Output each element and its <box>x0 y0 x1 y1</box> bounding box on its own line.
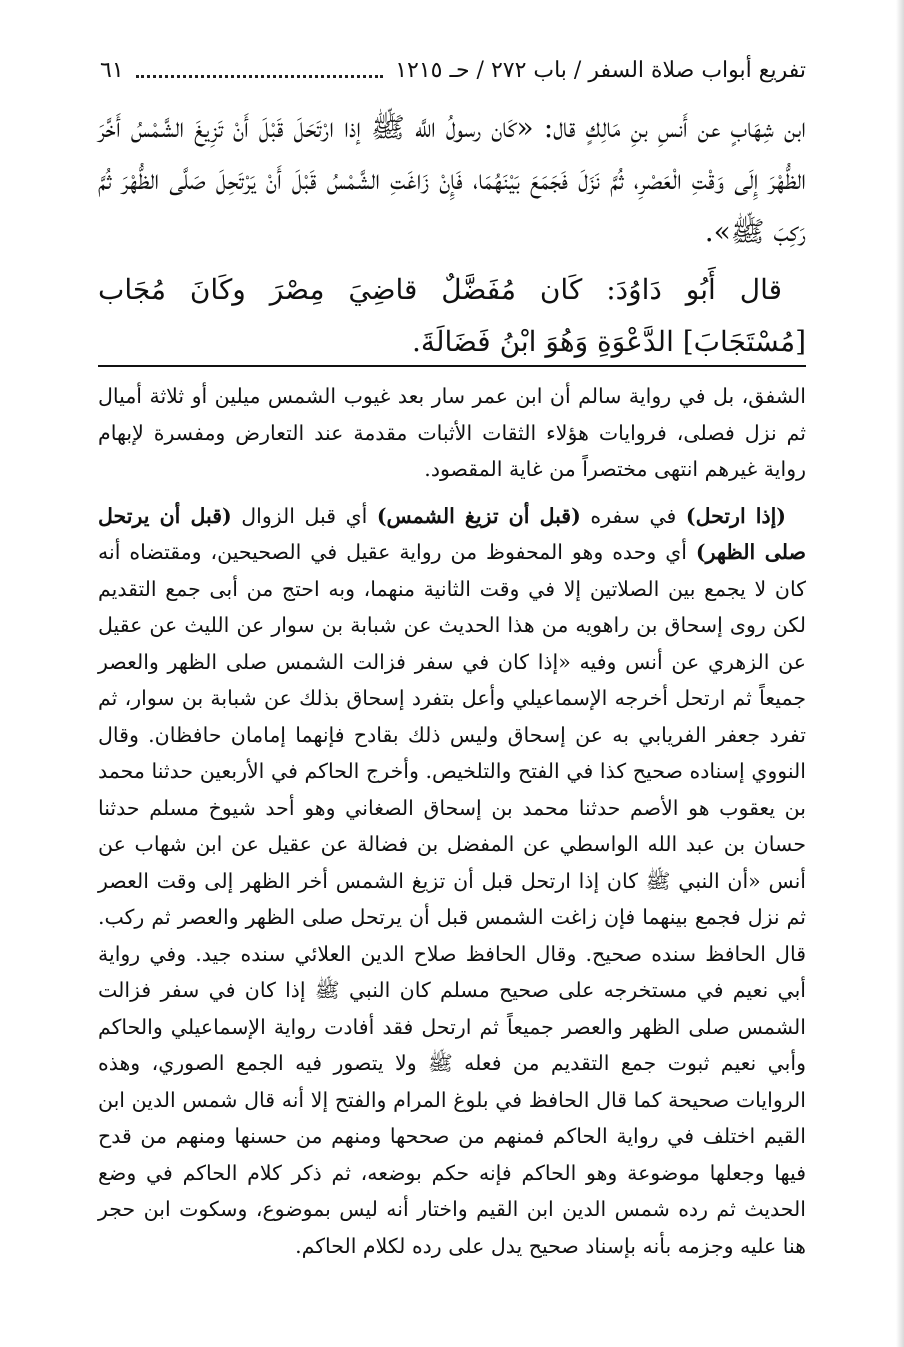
commentary-paragraph-2 <box>98 498 806 1265</box>
page-number: ٦١ <box>100 57 124 83</box>
running-header <box>100 50 806 90</box>
header-title: تفريع أبواب صلاة السفر / باب ٢٧٢ / حـ ١٢١٥ <box>395 57 806 83</box>
abu-dawud-comment: قال أَبُو دَاوُدَ: كَان مُفَضَّلٌ قاضِيَ مِصْرَ وكَانَ مُجَاب [مُسْتَجَابَ] الدَّعْوَةِ وَهُوَ ابْنُ فَضَالَةَ. <box>98 273 806 358</box>
header-dotted-leader <box>136 75 384 78</box>
keyword-qabla-an-yartahil: (قبل أن يرتحل صلى الظهر) <box>98 503 806 564</box>
commentary-paragraph-1: الشفق، بل في رواية سالم أن ابن عمر سار بعد غيوب الشمس ميلين أو ثلاثة أميال ثم نزل فصلى، فروايات هؤلاء الثقات الأثبات مقدمة عند التعارض ومفسرة لإبهام رواية غيرهم انتهى مختصراً من غاية المقصود. <box>98 384 806 481</box>
keyword-idha-irtahala: (إذا ارتحل) <box>685 503 786 528</box>
page-edge-shadow <box>896 0 904 1347</box>
commentary-text: في سفره <box>580 503 686 528</box>
footnote-divider <box>98 365 806 367</box>
main-text <box>98 102 806 368</box>
commentary <box>98 378 806 1264</box>
commentary-text: أي قبل الزوال <box>231 503 377 528</box>
keyword-qabla-an-tazigh: (قبل أن تزيغ الشمس) <box>376 503 581 528</box>
hadith-text: ابن شِهَابٍ عن أَنسِ بنِ مَالِكٍ قال: «كَان رسولُ اللَّه ﷺ إذا ارْتَحَلَ قَبْلَ أَنْ تَزِيغَ الشَّمْسُ أَخَّرَ الظُّهْرَ إِلَى وَقْتِ الْعَصْرِ، ثُمَّ نَزَلَ فَجَمَعَ بَيْنَهُمَا، فَإِنْ زَاغَتِ الشَّمْسُ قَبْلَ أَنْ يَرْتَحِلَ صَلَّى الظُّهْرَ ثُمَّ رَكِبَ ﷺ». <box>98 111 806 248</box>
commentary-text: أي وحده وهو المحفوظ من رواية عقيل في الصحيحين، ومقتضاه أنه كان لا يجمع بين الصلاتين إلا في وقت الثانية منهما، وبه احتج من أبى جمع التقديم لكن روى إسحاق بن راهويه من هذا الحديث عن شبابة بن سوار عن الليث عن عقيل عن الزهري عن أنس وفيه «إذا كان في سفر فزالت الشمس صلى الظهر والعصر جميعاً ثم ارتحل أخرجه الإسماعيلي وأعل بتفرد إسحاق بذلك عن شبابة بن سوار، ثم تفرد جعفر الفريابي به عن إسحاق وليس ذلك بقادح فإنهما إمامان حافظان. وقال النووي إسناده صحيح كذا في الفتح والتلخيص. وأخرج الحاكم في الأربعين حدثنا محمد بن يعقوب هو الأصم حدثنا محمد بن إسحاق الصغاني وهو أحد شيوخ مسلم حدثنا حسان بن عبد الله الواسطي عن المفضل بن فضالة عن عقيل عن ابن شهاب عن أنس «أن النبي ﷺ كان إذا ارتحل قبل أن تزيغ الشمس أخر الظهر إلى وقت العصر ثم نزل فجمع بينهما فإن زاغت الشمس قبل أن يرتحل صلى الظهر والعصر ثم ركب. قال الحافظ سنده صحيح. وقال الحافظ صلاح الدين العلائي سنده جيد. وفي رواية أبي نعيم في مستخرجه على صحيح مسلم كان النبي ﷺ إذا كان في سفر فزالت الشمس صلى الظهر والعصر جميعاً ثم ارتحل فقد أفادت رواية الإسماعيلي والحاكم وأبي نعيم ثبوت جمع التقديم من فعله ﷺ ولا يتصور فيه الجمع الصوري، وهذه الروايات صحيحة كما قال الحافظ في بلوغ المرام والفتح إلا أنه قال شمس الدين ابن القيم اختلف في رواية الحاكم فمنهم من صححها ومنهم من حسنها ومنهم من قدح فيها وجعلها موضوعة وهو الحاكم فإنه حكم بوضعه، ثم ذكر كلام الحاكم في وضع الحديث ثم رده شمس الدين ابن القيم واختار أنه ليس بموضوع، وسكوت ابن حجر هنا عليه وجزمه بأنه بإسناد صحيح يدل على رده لكلام الحاكم. <box>98 540 806 1258</box>
